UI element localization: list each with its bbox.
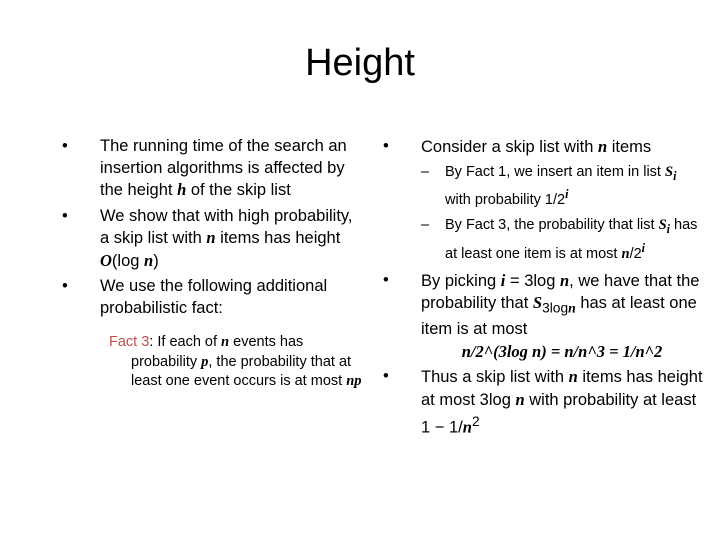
left-bullet-2: • We show that with high probability, a skip list with n items has height O(log n) [62,206,353,270]
fact-3-block: Fact 3: If each of n events has probability p, the probability that at least one event occurs is at most np [109,334,362,389]
bullet-icon: • [62,206,68,225]
bullet-icon: • [62,277,68,295]
left-column [62,136,362,392]
dash-icon: – [421,163,430,180]
dash-icon: – [421,217,430,234]
right-bullet-1: • Consider a skip list with n items [383,137,652,156]
slide-title: Height [305,42,415,84]
fact-label: Fact 3 [109,334,150,350]
right-column [383,136,703,443]
bullet-icon: • [383,270,389,289]
left-bullet-3: • We use the following additional probabilistic fact: [62,277,328,317]
sub-bullet-1: – By Fact 1, we insert an item in list $S_i$ with probability 1/2$^i$ [421,163,677,209]
sub-bullet-2: – By Fact 3, the probability that list $S_i$ has at least one item is at most n/2$^i$ [421,217,698,262]
right-bullet-3: • Thus a skip list with n items has height at most 3log n with probability at least $1 - 1/n^2$ [383,367,703,437]
right-bullet-2: • By picking i = 3log n, we have that the probability that $S_{3logn}$ has at least one item is at most n/2^(3log n) = n/n^3 = 1/n^2 [383,270,703,362]
equation: n/2^(3log n) = n/n^3 = 1/n^2 [461,341,663,361]
bullet-icon: • [62,137,68,155]
bullet-icon: • [383,367,389,386]
bullet-icon: • [383,137,389,155]
left-bullet-1: • The running time of the search an insertion algorithms is affected by the height h of the skip list [62,137,347,199]
